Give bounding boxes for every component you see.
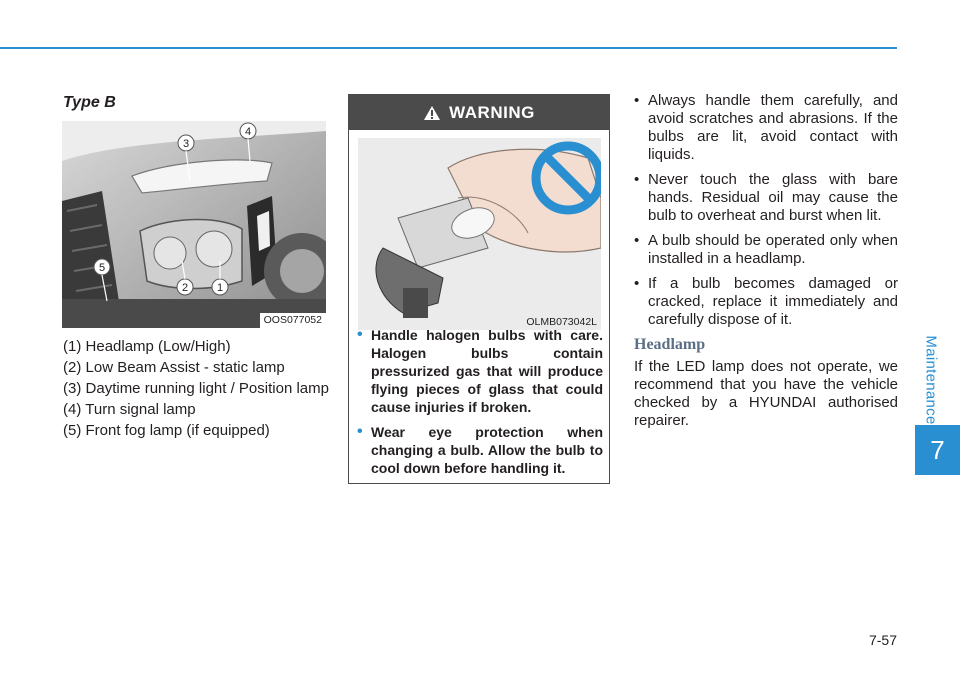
figure-code: OOS077052 [260, 313, 326, 328]
list-item: (3) Daytime running light / Position lamp [63, 380, 329, 397]
warning-triangle-icon [423, 105, 441, 121]
section-side-label: Maintenance [922, 335, 940, 425]
headlamp-illustration [62, 121, 326, 328]
handling-bullets [634, 92, 898, 336]
warning-item: • Handle halogen bulbs with care. Halogen bulbs contain pressurized gas that will produce flying pieces of glass that could cause injuries if broken. [357, 326, 603, 415]
headlamp-figure [62, 121, 326, 328]
list-item: • Always handle them carefully, and avoid scratches and abrasions. If the bulbs are lit, avoid contact with liquids. [634, 92, 898, 163]
list-item: • Never touch the glass with bare hands. Residual oil may cause the bulb to overheat and burst when lit. [634, 171, 898, 224]
warning-figure-code: OLMB073042L [526, 316, 597, 328]
list-item: • If a bulb becomes damaged or cracked, replace it immediately and carefully dispose of it. [634, 275, 898, 328]
warning-title: WARNING [449, 102, 535, 122]
list-item: (4) Turn signal lamp [63, 401, 196, 418]
warning-box [348, 94, 610, 484]
list-item: (2) Low Beam Assist - static lamp [63, 359, 285, 376]
chapter-tab[interactable]: 7 [915, 425, 960, 475]
top-rule [0, 47, 897, 49]
parts-list [63, 337, 333, 442]
headlamp-subheading: Headlamp [634, 336, 706, 353]
callout-2: 2 [181, 282, 189, 294]
callout-1: 1 [216, 282, 224, 294]
bulb-illustration [358, 138, 601, 330]
type-heading: Type B [63, 94, 116, 111]
page-number: 7-57 [868, 632, 897, 648]
callout-4: 4 [244, 126, 252, 138]
warning-header [349, 95, 609, 130]
callout-3: 3 [182, 138, 190, 150]
list-item: • A bulb should be operated only when installed in a headlamp. [634, 232, 898, 267]
headlamp-paragraph: If the LED lamp does not operate, we recommend that you have the vehicle checked by a HYUNDAI authorised repairer. [634, 358, 898, 429]
warning-item: • Wear eye protection when changing a bulb. Allow the bulb to cool down before handling it. [357, 423, 603, 476]
bulb-figure [358, 138, 601, 330]
callout-5: 5 [98, 262, 106, 274]
warning-list [357, 326, 603, 484]
list-item: (5) Front fog lamp (if equipped) [63, 422, 270, 439]
list-item: (1) Headlamp (Low/High) [63, 338, 231, 355]
